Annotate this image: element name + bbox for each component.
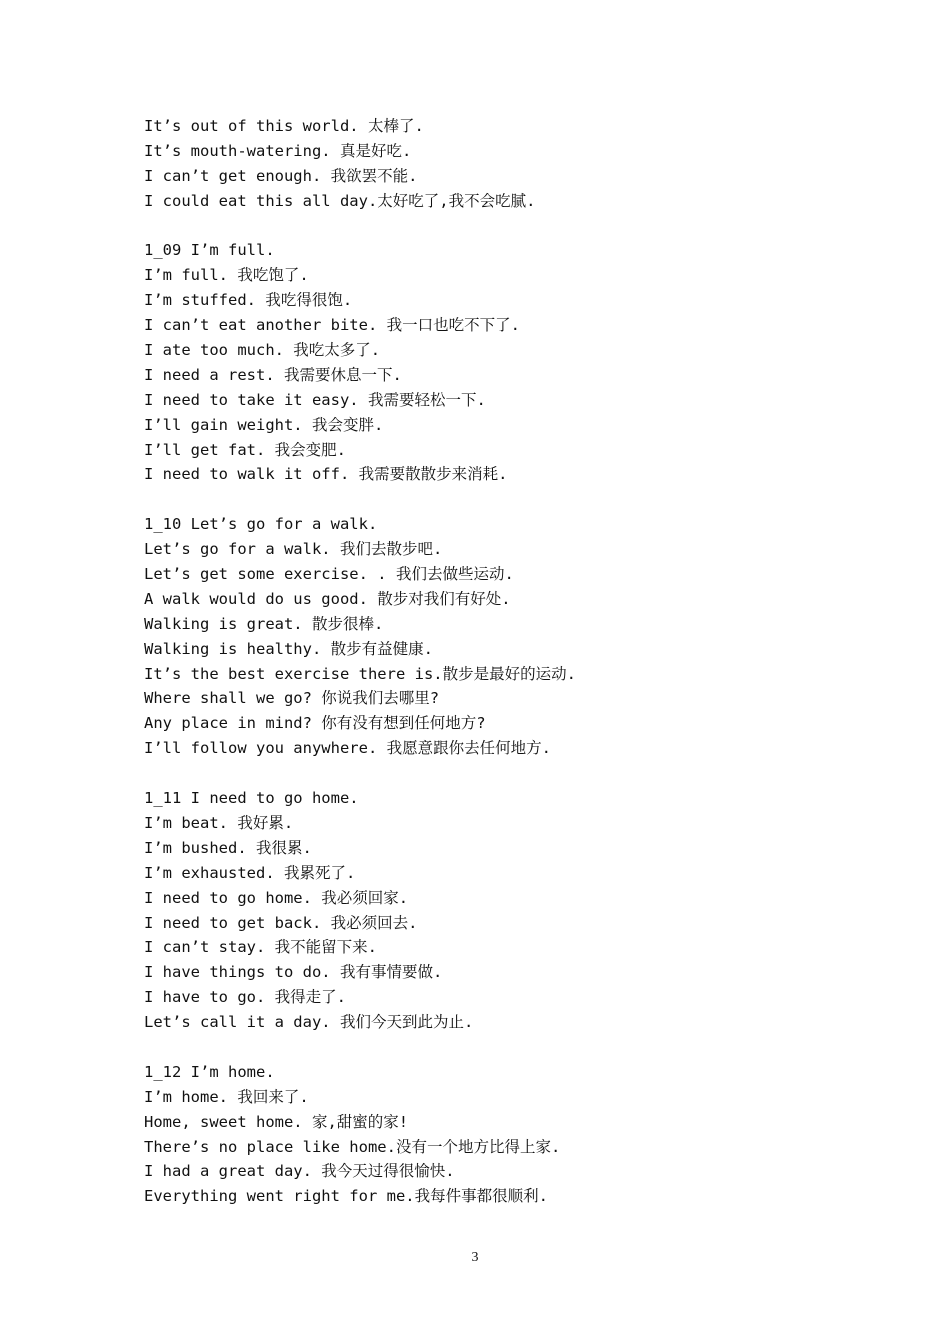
text-line: It’s out of this world. 太棒了. bbox=[144, 117, 424, 135]
text-line: There’s no place like home.没有一个地方比得上家. bbox=[144, 1137, 561, 1156]
text-line: It’s the best exercise there is.散步是最好的运动. bbox=[144, 664, 576, 683]
section-heading: 1_11 I need to go home. bbox=[144, 789, 359, 808]
text-line: I have to go. 我得走了. bbox=[144, 988, 346, 1007]
text-line: I’m home. 我回来了. bbox=[144, 1087, 309, 1106]
text-line: I have things to do. 我有事情要做. bbox=[144, 963, 443, 982]
text-line: Everything went right for me.我每件事都很顺利. bbox=[144, 1187, 548, 1206]
text-line: I need to get back. 我必须回去. bbox=[144, 913, 418, 932]
text-line: Let’s call it a day. 我们今天到此为止. bbox=[144, 1013, 474, 1032]
section-heading: 1_12 I’m home. bbox=[144, 1062, 275, 1081]
text-line: Let’s get some exercise. . 我们去做些运动. bbox=[144, 565, 514, 584]
document-body bbox=[144, 114, 864, 1209]
text-line: I’m stuffed. 我吃得很饱. bbox=[144, 291, 353, 310]
text-line: Let’s go for a walk. 我们去散步吧. bbox=[144, 540, 443, 559]
text-line: I ate too much. 我吃太多了. bbox=[144, 341, 381, 360]
text-line: I can’t eat another bite. 我一口也吃不下了. bbox=[144, 316, 520, 335]
text-line: A walk would do us good. 散步对我们有好处. bbox=[144, 589, 511, 608]
text-line: I need a rest. 我需要休息一下. bbox=[144, 365, 402, 384]
blank-line bbox=[144, 214, 864, 239]
text-line: I’m full. 我吃饱了. bbox=[144, 266, 309, 285]
text-line: Walking is healthy. 散步有益健康. bbox=[144, 639, 433, 658]
text-line: Any place in mind? 你有没有想到任何地方? bbox=[144, 714, 486, 733]
blank-line bbox=[144, 487, 864, 512]
text-line: Where shall we go? 你说我们去哪里? bbox=[144, 689, 440, 708]
blank-line bbox=[144, 761, 864, 786]
text-line: I can’t stay. 我不能留下来. bbox=[144, 938, 377, 957]
text-line: I’m bushed. 我很累. bbox=[144, 838, 312, 857]
text-line: Walking is great. 散步很棒. bbox=[144, 614, 384, 633]
text-line: I could eat this all day.太好吃了,我不会吃腻. bbox=[144, 191, 536, 210]
text-line: I’ll gain weight. 我会变胖. bbox=[144, 415, 384, 434]
text-line: I can’t get enough. 我欲罢不能. bbox=[144, 166, 418, 185]
text-line: It’s mouth-watering. 真是好吃. bbox=[144, 141, 412, 160]
text-line: I’m exhausted. 我累死了. bbox=[144, 863, 356, 882]
text-line: I’ll follow you anywhere. 我愿意跟你去任何地方. bbox=[144, 739, 551, 758]
section-heading: 1_10 Let’s go for a walk. bbox=[144, 515, 378, 534]
section-heading: 1_09 I’m full. bbox=[144, 241, 275, 260]
text-line: I need to take it easy. 我需要轻松一下. bbox=[144, 390, 486, 409]
text-line: I need to go home. 我必须回家. bbox=[144, 888, 409, 907]
text-line: I had a great day. 我今天过得很愉快. bbox=[144, 1162, 455, 1181]
blank-line bbox=[144, 1035, 864, 1060]
page-number: 3 bbox=[471, 1250, 479, 1265]
text-line: I’m beat. 我好累. bbox=[144, 813, 294, 832]
text-line: I’ll get fat. 我会变肥. bbox=[144, 440, 346, 459]
text-line: I need to walk it off. 我需要散散步来消耗. bbox=[144, 465, 508, 484]
text-line: Home, sweet home. 家,甜蜜的家! bbox=[144, 1112, 409, 1131]
